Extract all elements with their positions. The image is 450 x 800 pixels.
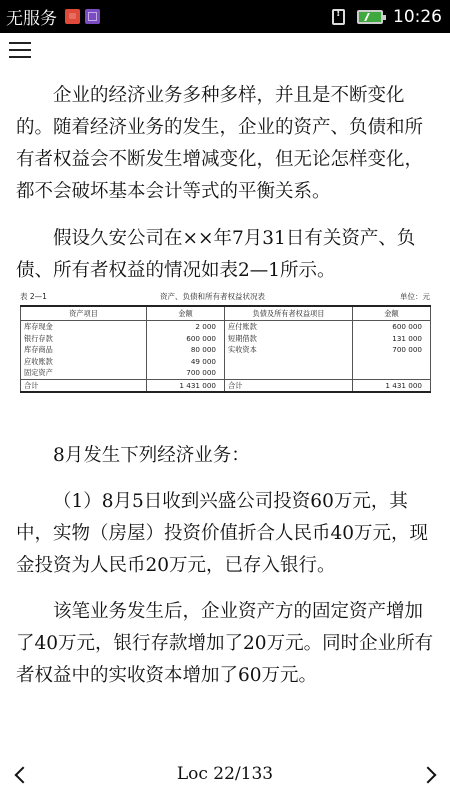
reader-footer (0, 760, 450, 794)
column-header: 负债及所有者权益项目 (225, 306, 353, 321)
battery-charging-icon (357, 10, 383, 24)
table-cell (353, 367, 431, 379)
table-cell: 600 000 (147, 333, 225, 345)
table-cell: 600 000 (353, 321, 431, 333)
table-cell: 合计 (225, 379, 353, 392)
table-cell: 应收账款 (21, 356, 147, 368)
reader-content (16, 80, 436, 287)
table-cell: 库存商品 (21, 344, 147, 356)
table-cell (225, 356, 353, 368)
table-cell (353, 356, 431, 368)
location-indicator: Loc 22/133 (176, 764, 274, 784)
table-cell: 银行存款 (21, 333, 147, 345)
table-cell: 1 431 000 (353, 379, 431, 392)
app-notification-icon (65, 9, 80, 24)
hamburger-menu-icon[interactable] (9, 42, 31, 60)
table-row (21, 356, 431, 368)
paragraph: 该笔业务发生后，企业资产方的固定资产增加了40万元，银行存款增加了20万元。同时企业所有者权益中的实收资本增加了60万元。 (16, 601, 434, 686)
status-bar (0, 0, 450, 33)
table-row (21, 321, 431, 333)
table-title: 资产、负债和所有者权益状况表 (160, 292, 265, 301)
column-header: 金额 (147, 306, 225, 321)
table-cell: 700 000 (353, 344, 431, 356)
carrier-label: 无服务 (6, 9, 57, 29)
clock: 10:26 (393, 6, 442, 27)
paragraph: 假设久安公司在××年7月31日有关资产、负债、所有者权益的情况如表2—1所示。 (16, 228, 416, 281)
balance-table (20, 305, 431, 393)
table-total-row (21, 379, 431, 392)
paragraph: 8月发生下列经济业务： (53, 445, 250, 466)
table-cell: 合计 (21, 379, 147, 392)
table-cell: 应付账款 (225, 321, 353, 333)
table-row (21, 333, 431, 345)
table-cell: 49 000 (147, 356, 225, 368)
table-row (21, 367, 431, 379)
paragraph: （1）8月5日收到兴盛公司投资60万元，其中，实物（房屋）投资价值折合人民币40万元，现金投资为人民币20万元，已存入银行。 (16, 491, 429, 576)
column-header: 资产项目 (21, 306, 147, 321)
table-row (21, 344, 431, 356)
column-header: 金额 (353, 306, 431, 321)
balance-table-figure (20, 289, 430, 393)
table-unit: 单位：元 (400, 292, 430, 301)
gallery-notification-icon (85, 9, 100, 24)
table-cell (225, 367, 353, 379)
table-cell: 2 000 (147, 321, 225, 333)
paragraph: 企业的经济业务多种多样，并且是不断变化的。随着经济业务的发生，企业的资产、负债和所有者权益会不断发生增减变化，但无论怎样变化，都不会破坏基本会计等式的平衡关系。 (16, 85, 424, 202)
table-cell: 700 000 (147, 367, 225, 379)
table-cell: 80 000 (147, 344, 225, 356)
sim-alert-icon (332, 9, 345, 25)
table-cell: 短期借款 (225, 333, 353, 345)
table-cell: 实收资本 (225, 344, 353, 356)
table-cell: 131 000 (353, 333, 431, 345)
reader-content-continued (16, 440, 436, 692)
table-cell: 固定资产 (21, 367, 147, 379)
table-cell: 1 431 000 (147, 379, 225, 392)
table-number: 表 2—1 (20, 292, 47, 301)
table-cell: 库存现金 (21, 321, 147, 333)
